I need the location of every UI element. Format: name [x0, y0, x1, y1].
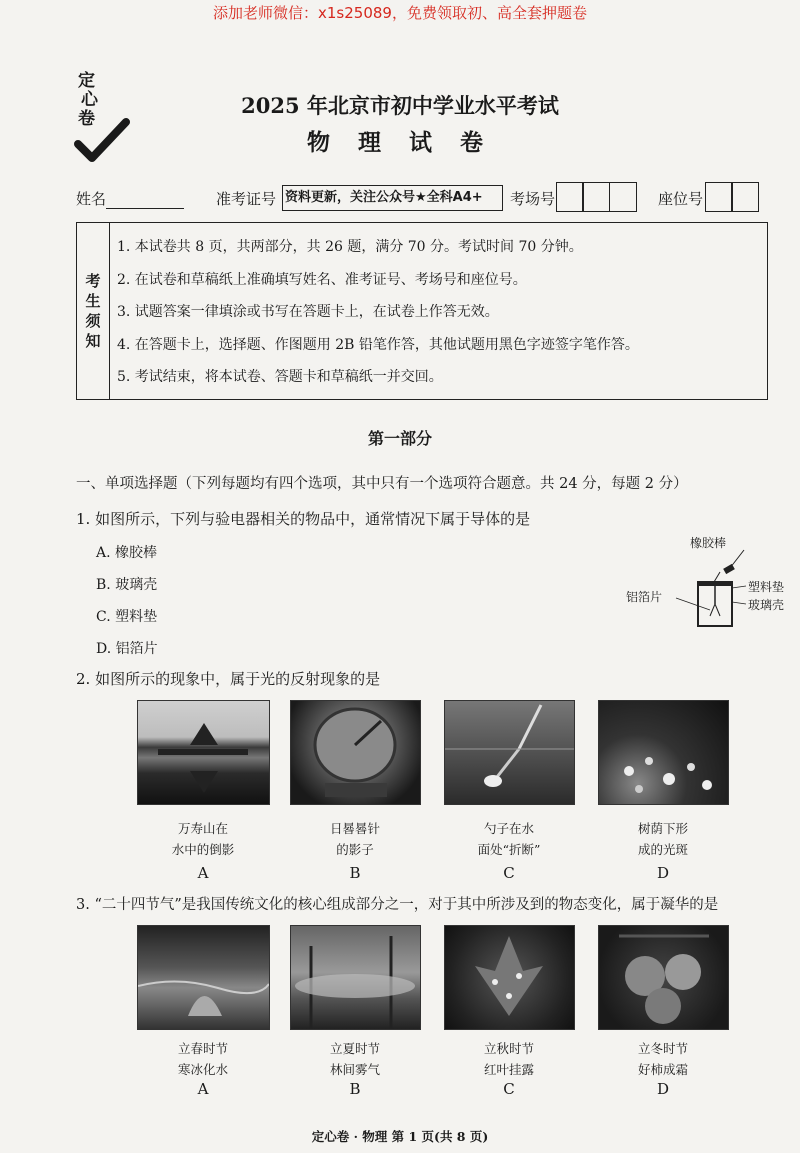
- spoon-in-water-icon: [445, 701, 574, 804]
- forest-mist-icon: [291, 926, 420, 1029]
- q3-image-a: [137, 925, 270, 1030]
- page-footer: 定心卷 · 物理 第 1 页(共 8 页): [311, 1129, 489, 1144]
- q3-letter-d: D: [656, 1080, 670, 1098]
- q1-stem: 1. 如图所示，下列与验电器相关的物品中，通常情况下属于导体的是: [76, 510, 531, 528]
- q3-letter-b: B: [349, 1080, 361, 1098]
- q1-option-d: D. 铝箔片: [96, 641, 158, 657]
- exam-title: 2025 年北京市初中学业水平考试: [241, 93, 559, 118]
- q1-option-b: B. 玻璃壳: [96, 577, 158, 593]
- label-glass-shell: 玻璃壳: [748, 598, 785, 612]
- q2-letter-d: D: [656, 864, 670, 882]
- q1-option-c: C. 塑料垫: [96, 609, 158, 625]
- label-plastic-pad: 塑料垫: [748, 580, 785, 594]
- badge-char: 心: [81, 90, 98, 110]
- light-spots-icon: [599, 701, 728, 804]
- q3-caption-d: 立冬时节 好柿成霜: [637, 1041, 688, 1077]
- q3-caption-b: 立夏时节 林间雾气: [329, 1041, 380, 1077]
- name-underline: [106, 190, 184, 209]
- q2-caption-b: 日晷晷针 的影子: [329, 821, 380, 857]
- notice-list: [117, 231, 639, 394]
- promo-banner: 添加老师微信：x1s25089，免费领取初、高全套押题卷: [213, 4, 587, 22]
- badge-char: 卷: [78, 109, 95, 129]
- section-title: 一、单项选择题（下列每题均有四个选项，其中只有一个选项符合题意。共 24 分，每题 2 分）: [76, 476, 688, 492]
- q3-image-c: [444, 925, 575, 1030]
- part-one-title: 第一部分: [367, 429, 432, 448]
- dewy-leaf-icon: [445, 926, 574, 1029]
- electroscope-figure: [620, 532, 790, 632]
- q3-caption-a: 立春时节 寒冰化水: [177, 1041, 228, 1077]
- candidate-fields: [76, 182, 766, 218]
- q2-image-d: [598, 700, 729, 805]
- q2-caption-c: 勺子在水 面处“折断”: [477, 821, 541, 857]
- notice-heading: 考 生 须 知: [77, 223, 110, 399]
- notice-item: 4. 在答题卡上，选择题、作图题用 2B 铅笔作答，其他试题用黑色字迹签字笔作答。: [117, 336, 639, 353]
- q2-stem: 2. 如图所示的现象中，属于光的反射现象的是: [76, 670, 381, 688]
- q2-image-c: [444, 700, 575, 805]
- room-boxes[interactable]: [557, 182, 637, 212]
- notice-item: 3. 试题答案一律填涂或书写在答题卡上，在试卷上作答无效。: [117, 304, 499, 320]
- q3-letter-a: A: [197, 1080, 209, 1098]
- notice-item: 2. 在试卷和草稿纸上准确填写姓名、准考证号、考场号和座位号。: [117, 271, 527, 288]
- exam-no-label: 准考证号: [216, 190, 277, 208]
- label-foil: 铝箔片: [626, 590, 663, 604]
- notice-item: 1. 本试卷共 8 页，共两部分，共 26 题，满分 70 分。考试时间 70 分钟。: [117, 239, 583, 255]
- pagoda-reflection-icon: [138, 701, 269, 804]
- q2-image-a: [137, 700, 270, 805]
- label-rubber-rod: 橡胶棒: [690, 536, 727, 550]
- q2-letter-c: C: [503, 864, 515, 882]
- exam-no-box[interactable]: 资料更新，关注公众号★全科A4+: [282, 185, 503, 211]
- melting-ice-icon: [138, 926, 269, 1029]
- q3-image-d: [598, 925, 729, 1030]
- q3-stem: 3. “二十四节气”是我国传统文化的核心组成部分之一，对于其中所涉及到的物态变化，属于凝华的是: [76, 897, 719, 913]
- notice-item: 5. 考试结束，将本试卷、答题卡和草稿纸一并交回。: [117, 369, 443, 385]
- badge-char: 定: [78, 71, 95, 91]
- sundial-icon: [291, 701, 420, 804]
- name-label: 姓名: [76, 190, 107, 208]
- name-field[interactable]: [76, 188, 184, 209]
- q3-image-b: [290, 925, 421, 1030]
- q2-caption-a: 万寿山在 水中的倒影: [171, 821, 235, 857]
- q3-caption-c: 立秋时节 红叶挂露: [483, 1041, 534, 1077]
- seat-boxes[interactable]: [706, 182, 759, 212]
- room-label: 考场号: [510, 190, 556, 208]
- frosted-persimmon-icon: [599, 926, 728, 1029]
- q1-option-a: A. 橡胶棒: [96, 545, 158, 561]
- q3-letter-c: C: [503, 1080, 515, 1098]
- q2-letter-a: A: [197, 864, 209, 882]
- subject-title: 物 理 试 卷: [306, 129, 494, 156]
- q2-letter-b: B: [349, 864, 361, 882]
- q2-image-b: [290, 700, 421, 805]
- exam-notice-box: [76, 222, 768, 400]
- seat-label: 座位号: [658, 190, 704, 208]
- q2-caption-d: 树荫下形 成的光斑: [637, 821, 688, 857]
